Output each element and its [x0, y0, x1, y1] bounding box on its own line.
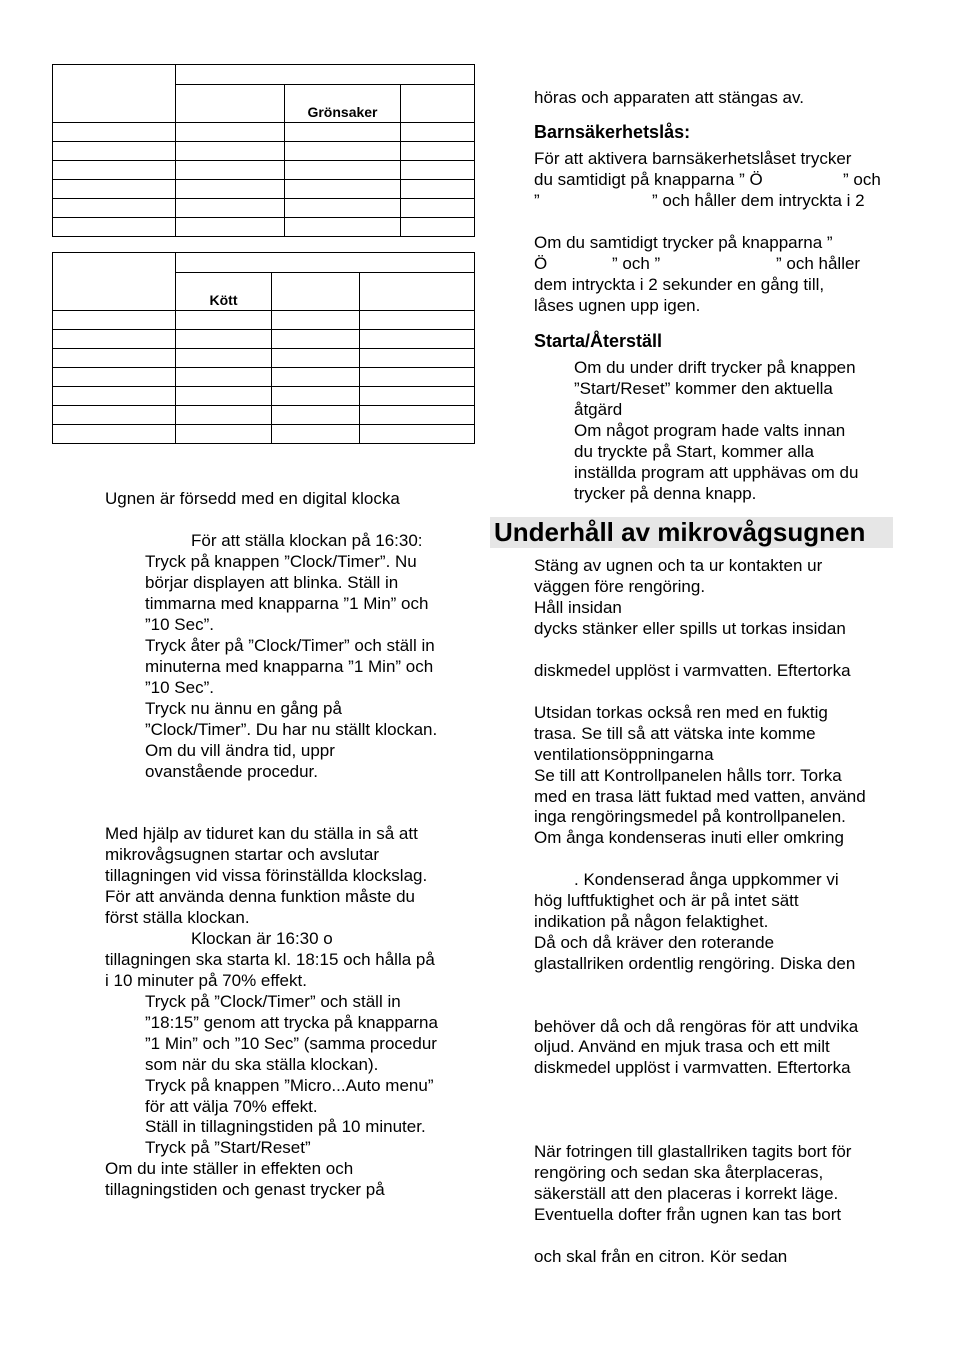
timer-paragraph: Om du inte ställer in effekten och [105, 1159, 354, 1178]
maintenance-text: med en trasa lätt fuktad med vatten, använd [534, 787, 866, 806]
timer-paragraph: tillagningen ska starta kl. 18:15 och hålla på [105, 950, 435, 969]
maintenance-text: Eventuella dofter från ugnen kan tas bort [534, 1205, 842, 1224]
table-row [53, 406, 475, 425]
table-row [53, 199, 475, 218]
child-lock-text: Om du samtidigt trycker på knapparna ” [534, 233, 833, 252]
timer-paragraph: tillagningen vid vissa förinställda klockslag. [105, 866, 428, 885]
table-cell [53, 65, 176, 123]
maintenance-text: indikation på någon felaktighet. [534, 912, 769, 931]
start-reset-text: Om något program hade valts innan [574, 421, 846, 440]
clock-step-text: Om du vill ändra tid, uppr [145, 741, 335, 760]
maintenance-text: väggen före rengöring. [534, 577, 706, 596]
timer-paragraph: mikrovågsugnen startar och avslutar [105, 845, 380, 864]
maintenance-text: säkerställ att den placeras i korrekt läge. [534, 1184, 839, 1203]
clock-step-text: timmarna med knapparna ”1 Min” och [145, 594, 429, 613]
maintenance-text: Håll insidan [534, 598, 622, 617]
timer-step-text: Ställ in tillagningstiden på 10 minuter. [145, 1117, 426, 1136]
paragraph-line: höras och apparaten att stängas av. [534, 88, 804, 107]
table-row [53, 425, 475, 444]
clock-step-text: börjar displayen att blinka. Ställ in [145, 573, 399, 592]
timer-step-text: Tryck på ”Clock/Timer” och ställ in [145, 992, 401, 1011]
clock-step-text: Tryck på knappen ”Clock/Timer”. Nu [145, 552, 417, 571]
clock-step-text: ”10 Sec”. [145, 615, 214, 634]
timer-step-text: för att välja 70% effekt. [145, 1097, 318, 1116]
table-cell [360, 273, 475, 311]
maintenance-text: Stäng av ugnen och ta ur kontakten ur [534, 556, 823, 575]
maintenance-text: hög luftfuktighet och är på intet sätt [534, 891, 799, 910]
timer-paragraph: För att använda denna funktion måste du [105, 887, 415, 906]
start-reset-text: inställda program att upphävas om du [574, 463, 859, 482]
maintenance-heading: Underhåll av mikrovågsugnen [494, 517, 866, 547]
table-header-vegetables: Grönsaker [285, 85, 401, 123]
maintenance-text: rengöring och sedan ska återplaceras, [534, 1163, 824, 1182]
table-row [53, 368, 475, 387]
table-meat [52, 252, 475, 444]
table-row [53, 161, 475, 180]
clock-example: För att ställa klockan på 16:30: [191, 531, 423, 550]
table-cell [272, 273, 360, 311]
table-row [53, 311, 475, 330]
table-cell [176, 85, 285, 123]
timer-step-text: ”18:15” genom att trycka på knapparna [145, 1013, 438, 1032]
maintenance-text: trasa. Se till så att vätska inte komme [534, 724, 816, 743]
start-reset-text: åtgärd [574, 400, 623, 419]
start-reset-heading: Starta/Återställ [534, 331, 663, 351]
table-cell [53, 253, 176, 311]
timer-example: Klockan är 16:30 o [191, 929, 333, 948]
maintenance-text: När fotringen till glastallriken tagits bort för [534, 1142, 852, 1161]
timer-step-text: som när du ska ställa klockan). [145, 1055, 379, 1074]
clock-step-text: ovanstående procedur. [145, 762, 318, 781]
maintenance-text: Då och då kräver den roterande [534, 933, 775, 952]
start-reset-text: du tryckte på Start, kommer alla [574, 442, 814, 461]
child-lock-text: Ö [534, 254, 548, 273]
table-cell [401, 85, 475, 123]
maintenance-text: diskmedel upplöst i varmvatten. Eftertorka [534, 661, 851, 680]
maintenance-text: diskmedel upplöst i varmvatten. Eftertorka [534, 1058, 851, 1077]
maintenance-text: . Kondenserad ånga uppkommer vi [574, 870, 839, 889]
table-row [53, 142, 475, 161]
table-row [53, 387, 475, 406]
child-lock-heading: Barnsäkerhetslås: [534, 122, 691, 142]
timer-paragraph: först ställa klockan. [105, 908, 250, 927]
maintenance-text: behöver då och då rengöras för att undvika [534, 1017, 859, 1036]
child-lock-text: ” och håller dem intryckta i 2 [652, 191, 865, 210]
maintenance-text: ventilationsöppningarna [534, 745, 714, 764]
start-reset-text: trycker på denna knapp. [574, 484, 757, 503]
maintenance-text: oljud. Använd en mjuk trasa och ett milt [534, 1037, 830, 1056]
maintenance-text: och skal från en citron. Kör sedan [534, 1247, 788, 1266]
maintenance-text: Utsidan torkas också ren med en fuktig [534, 703, 828, 722]
table-vegetables [52, 64, 475, 237]
table-cell [176, 65, 475, 85]
table-row [53, 349, 475, 368]
table-row [53, 218, 475, 237]
child-lock-text: du samtidigt på knapparna ” Ö [534, 170, 763, 189]
table-row [53, 330, 475, 349]
clock-step-text: ”Clock/Timer”. Du har nu ställt klockan. [145, 720, 438, 739]
table-row [53, 180, 475, 199]
table-row [53, 123, 475, 142]
clock-step-text: ”10 Sec”. [145, 678, 214, 697]
child-lock-text: dem intryckta i 2 sekunder en gång till, [534, 275, 825, 294]
timer-step-text: Tryck på ”Start/Reset” [145, 1138, 311, 1157]
table-header-meat: Kött [176, 273, 272, 311]
maintenance-text: inga rengöringsmedel på kontrollpanelen. [534, 807, 846, 826]
child-lock-text: ” och håller [776, 254, 861, 273]
child-lock-text: ” och [843, 170, 881, 189]
timer-step-text: Tryck på knappen ”Micro...Auto menu” [145, 1076, 434, 1095]
timer-paragraph: i 10 minuter på 70% effekt. [105, 971, 307, 990]
maintenance-text: glastallriken ordentlig rengöring. Diska den [534, 954, 856, 973]
maintenance-text: Se till att Kontrollpanelen hålls torr. Torka [534, 766, 842, 785]
child-lock-text: ” och ” [612, 254, 661, 273]
timer-paragraph: Med hjälp av tiduret kan du ställa in så att [105, 824, 418, 843]
child-lock-text: ” [534, 191, 540, 210]
child-lock-text: låses ugnen upp igen. [534, 296, 701, 315]
clock-intro: Ugnen är försedd med en digital klocka [105, 489, 400, 508]
timer-paragraph: tillagningstiden och genast trycker på [105, 1180, 385, 1199]
start-reset-text: ”Start/Reset” kommer den aktuella [574, 379, 833, 398]
child-lock-text: För att aktivera barnsäkerhetslåset trycker [534, 149, 852, 168]
table-cell [176, 253, 475, 273]
clock-step-text: Tryck åter på ”Clock/Timer” och ställ in [145, 636, 435, 655]
clock-step-text: Tryck nu ännu en gång på [145, 699, 342, 718]
maintenance-text: Om ånga kondenseras inuti eller omkring [534, 828, 844, 847]
maintenance-text: dycks stänker eller spills ut torkas insidan [534, 619, 846, 638]
start-reset-text: Om du under drift trycker på knappen [574, 358, 856, 377]
clock-step-text: minuterna med knapparna ”1 Min” och [145, 657, 434, 676]
timer-step-text: ”1 Min” och ”10 Sec” (samma procedur [145, 1034, 437, 1053]
